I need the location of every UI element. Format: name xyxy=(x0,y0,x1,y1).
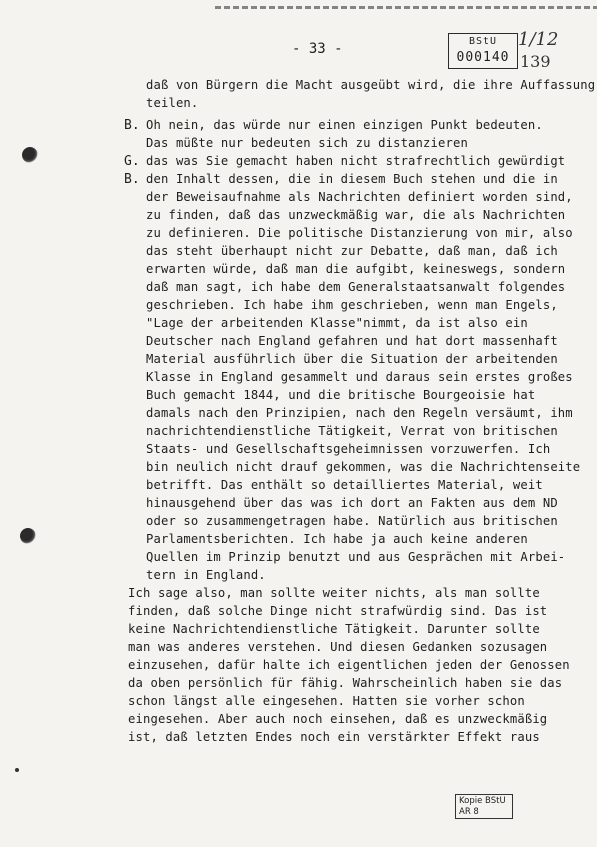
text-line: betrifft. Das enthält so detailliertes Material, weit xyxy=(146,478,543,492)
text-line: daß man sagt, ich habe dem Generalstaatsanwalt folgendes xyxy=(146,280,566,294)
text-line: der Beweisaufnahme als Nachrichten definiert worden sind, xyxy=(146,190,573,204)
punch-hole xyxy=(22,147,38,163)
handwritten-mark: 1/12 xyxy=(518,29,559,50)
text-line: Quellen im Prinzip benutzt und aus Gesprächen mit Arbei- xyxy=(146,550,566,564)
bstu-stamp xyxy=(448,33,518,69)
speaker-label: B. xyxy=(124,118,140,133)
text-line: daß von Bürgern die Macht ausgeübt wird, die ihre Auffassung xyxy=(146,78,596,92)
text-line: Klasse in England gesammelt und daraus sein erstes großes xyxy=(146,370,573,384)
page-number: - 33 - xyxy=(292,41,343,57)
text-line: "Lage der arbeitenden Klasse"nimmt, da ist also ein xyxy=(146,316,528,330)
text-line: bin neulich nicht drauf gekommen, was die Nachrichtenseite xyxy=(146,460,581,474)
text-line: keine Nachrichtendienstliche Tätigkeit. Darunter sollte xyxy=(128,622,540,636)
text-line: hinausgehend über das was ich dort an Fakten aus dem ND xyxy=(146,496,558,510)
text-line: damals nach den Prinzipien, nach den Regeln versäumt, ihm xyxy=(146,406,573,420)
text-line: tern in England. xyxy=(146,568,266,582)
punch-hole xyxy=(20,528,36,544)
text-line: Staats- und Gesellschaftsgeheimnissen vorzuwerfen. Ich xyxy=(146,442,551,456)
text-line: zu finden, daß das unzweckmäßig war, die als Nachrichten xyxy=(146,208,566,222)
text-line: das was Sie gemacht haben nicht strafrechtlich gewürdigt xyxy=(146,154,566,168)
text-line: Buch gemacht 1844, und die britische Bourgeoisie hat xyxy=(146,388,536,402)
archive-stamp xyxy=(455,794,513,819)
text-line: Deutscher nach England gefahren und hat dort massenhaft xyxy=(146,334,558,348)
speaker-label: B. xyxy=(124,172,140,187)
text-line: Ich sage also, man sollte weiter nichts, als man sollte xyxy=(128,586,540,600)
speaker-label: G. xyxy=(124,154,140,169)
speck-mark xyxy=(15,768,19,772)
text-line: oder so zusammengetragen habe. Natürlich aus britischen xyxy=(146,514,558,528)
text-line: zu definieren. Die politische Distanzierung von mir, also xyxy=(146,226,573,240)
text-line: nachrichtendienstliche Tätigkeit, Verrat von britischen xyxy=(146,424,558,438)
text-line: Das müßte nur bedeuten sich zu distanzieren xyxy=(146,136,468,150)
text-line: Oh nein, das würde nur einen einzigen Punkt bedeuten. xyxy=(146,118,543,132)
stamp-number: 000140 xyxy=(456,50,510,65)
text-line: einzusehen, dafür halte ich eigentlichen jeden der Genossen xyxy=(128,658,570,672)
archive-stamp-line: AR 8 xyxy=(459,807,479,817)
text-line: erwarten würde, daß man die aufgibt, keineswegs, sondern xyxy=(146,262,566,276)
text-line: finden, daß solche Dinge nicht strafwürdig sind. Das ist xyxy=(128,604,548,618)
archive-stamp-line: Kopie BStU xyxy=(459,796,506,806)
stamp-org: BStU xyxy=(468,36,498,47)
text-line: den Inhalt dessen, die in diesem Buch stehen und die in xyxy=(146,172,558,186)
text-line: ist, daß letzten Endes noch ein verstärkter Effekt raus xyxy=(128,730,540,744)
text-line: man was anderes verstehen. Und diesen Gedanken sozusagen xyxy=(128,640,548,654)
text-line: Parlamentsberichten. Ich habe ja auch keine anderen xyxy=(146,532,528,546)
handwritten-page-number: 139 xyxy=(520,52,551,71)
text-line: Material ausführlich über die Situation der arbeitenden xyxy=(146,352,558,366)
text-line: das steht überhaupt nicht zur Debatte, daß man, daß ich xyxy=(146,244,558,258)
text-line: geschrieben. Ich habe ihm geschrieben, wenn man Engels, xyxy=(146,298,558,312)
text-line: schon längst alle eingesehen. Hatten sie vorher schon xyxy=(128,694,525,708)
text-line: teilen. xyxy=(146,96,199,110)
text-line: da oben persönlich für fähig. Wahrscheinlich haben sie das xyxy=(128,676,563,690)
text-line: eingesehen. Aber auch noch einsehen, daß es unzweckmäßig xyxy=(128,712,548,726)
top-edge-mark xyxy=(215,6,597,9)
